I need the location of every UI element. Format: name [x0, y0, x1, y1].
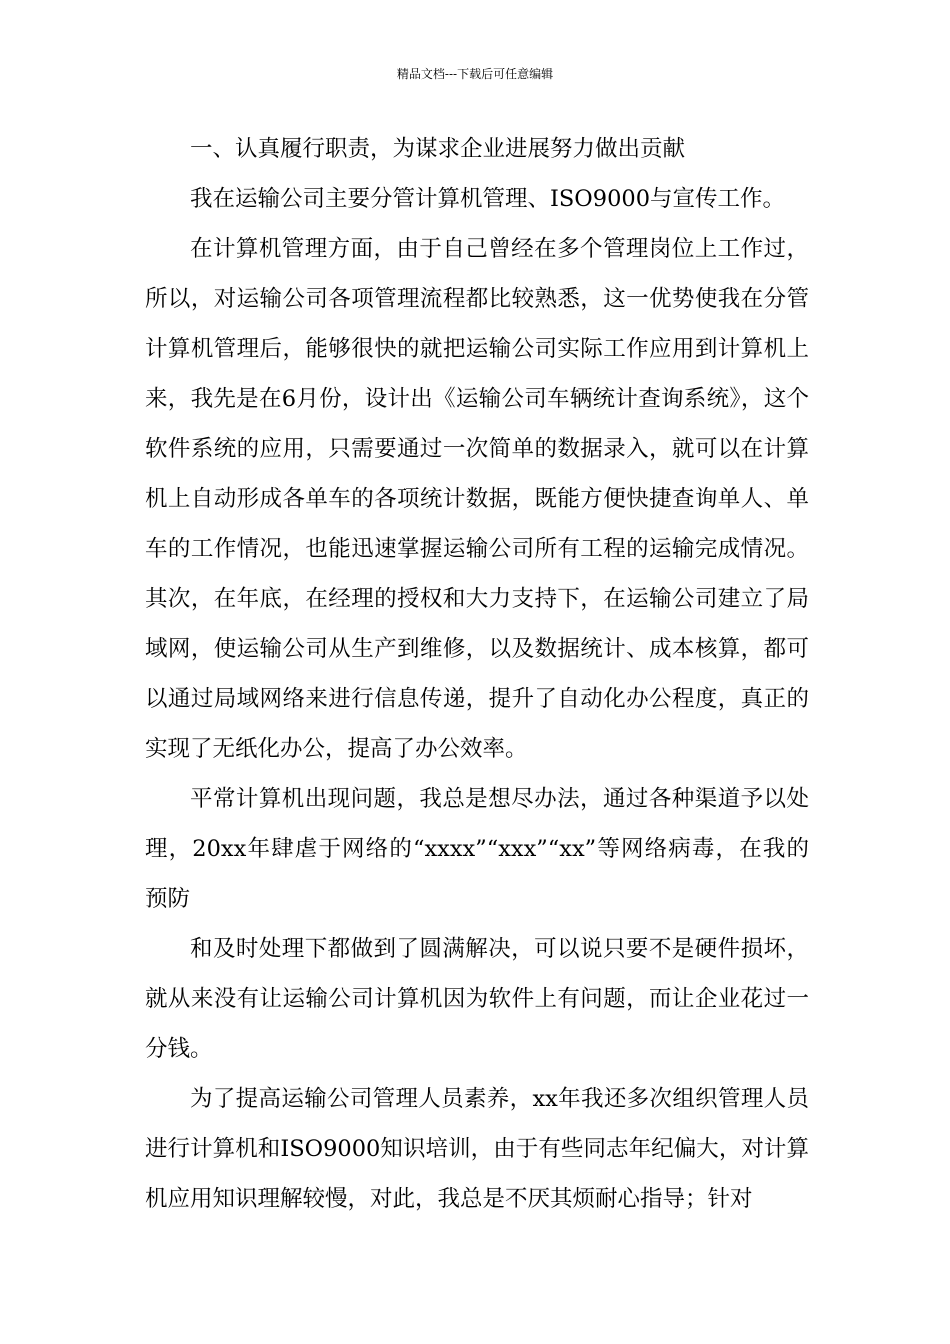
section-heading: 一、认真履行职责，为谋求企业进展努力做出贡献: [190, 136, 686, 162]
paragraph: 在计算机管理方面，由于自己曾经在多个管理岗位上工作过，所以，对运输公司各项管理流程都比较熟悉，这一优势使我在分管计算机管理后，能够很快的就把运输公司实际工作应用到计算机上来，我先是在6月份，设计出《运输公司车辆统计查询系统》，这个软件系统的应用，只需要通过一次简单的数据录入，就可以在计算机上自动形成各单车的各项统计数据，既能方便快捷查询单人、单车的工作情况，也能迅速掌握运输公司所有工程的运输完成情况。其次，在年底，在经理的授权和大力支持下，在运输公司建立了局域网，使运输公司从生产到维修，以及数据统计、成本核算，都可以通过局域网络来进行信息传递，提升了自动化办公程度，真正的实现了无纸化办公，提高了办公效率。: [145, 236, 809, 762]
paragraph: 为了提高运输公司管理人员素养，xx年我还多次组织管理人员进行计算机和ISO9000知识培训，由于有些同志年纪偏大，对计算机应用知识理解较慢，对此，我总是不厌其烦耐心指导；针对: [145, 1086, 809, 1212]
document-body: [145, 124, 809, 1224]
paragraph: 和及时处理下都做到了圆满解决，可以说只要不是硬件损坏，就从来没有让运输公司计算机因为软件上有问题，而让企业花过一分钱。: [145, 936, 809, 1062]
paragraph: 平常计算机出现问题，我总是想尽办法，通过各种渠道予以处理，20xx年肆虐于网络的“xxxx”“xxx”“xx”等网络病毒，在我的预防: [145, 786, 809, 912]
page-header: 精品文档---下载后可任意编辑: [396, 67, 554, 81]
paragraph: 我在运输公司主要分管计算机管理、ISO9000与宣传工作。: [190, 186, 786, 212]
